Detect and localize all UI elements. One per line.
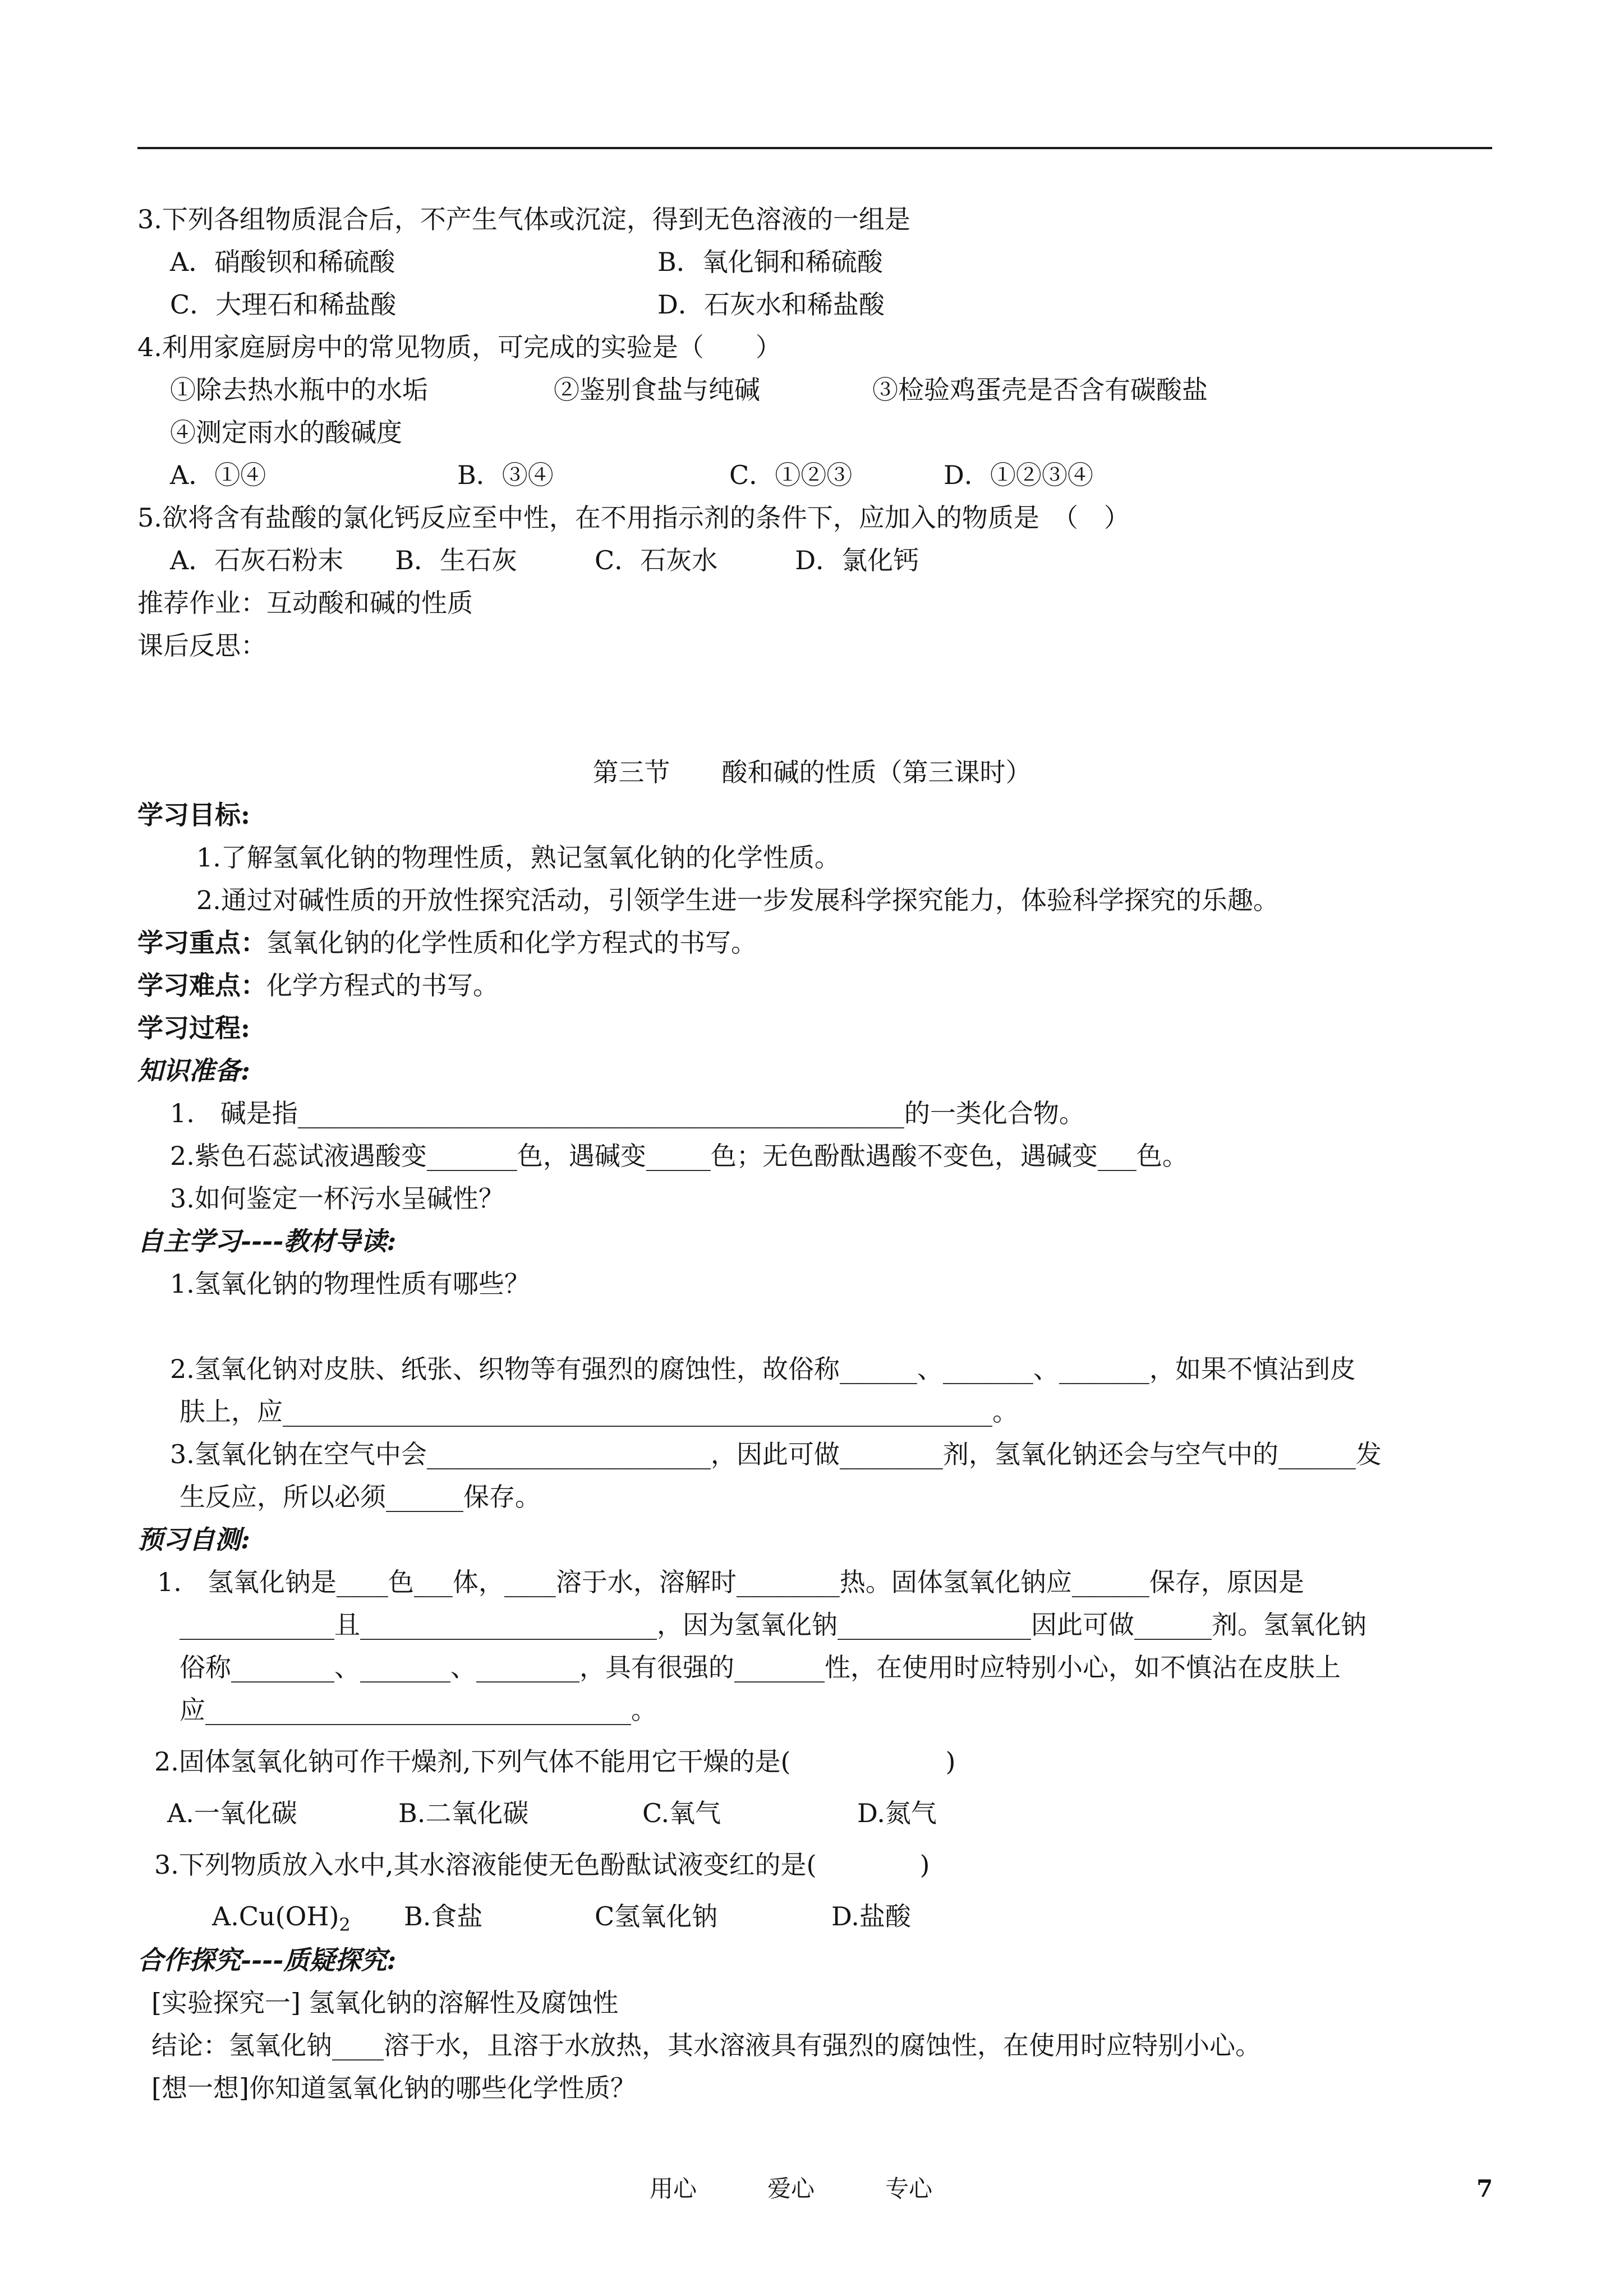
q3-option-d: D．石灰水和稀盐酸 — [657, 289, 885, 320]
q4-item-1: ①除去热水瓶中的水垢 — [170, 375, 428, 405]
prep-item-3: 3.如何鉴定一杯污水呈碱性？ — [170, 1183, 504, 1214]
q4-option-c: C．①②③ — [729, 460, 853, 490]
question-3: 3.下列各组物质混合后，不产生气体或沉淀，得到无色溶液的一组是 — [137, 204, 910, 234]
reflection: 课后反思： — [137, 630, 266, 661]
experiment-1: [实验探究一] 氢氧化钠的溶解性及腐蚀性 — [151, 1988, 619, 2018]
q3-option-a: A．硝酸钡和稀硫酸 — [170, 247, 395, 277]
pretest-q1-line-1: 1. 氢氧化钠是____色___体，____溶于水，溶解时________热。固体氢氧化钠应______保存，原因是 — [157, 1567, 1304, 1597]
pretest-q1-line-2: ____________且_______________________，因为氢氧化钠_______________因此可做______剂。氢氧化钠 — [180, 1610, 1367, 1640]
focus-text: 氢氧化钠的化学性质和化学方程式的书写。 — [266, 928, 757, 958]
pretest-heading: 预习自测: — [137, 1524, 250, 1555]
self-study-item-1: 1.氢氧化钠的物理性质有哪些？ — [170, 1269, 530, 1299]
pretest-q3-option-c: C氢氧化钠 — [595, 1901, 718, 1931]
footer-motto: 用心 爱心 专心 — [650, 2175, 933, 2202]
pretest-q2-option-b: B.二氧化碳 — [398, 1798, 529, 1828]
conclusion: 结论：氢氧化钠____溶于水，且溶于水放热，其水溶液具有强烈的腐蚀性，在使用时应特别小心。 — [151, 2030, 1261, 2060]
q3-option-b: B．氧化铜和稀硫酸 — [657, 247, 883, 277]
section-title: 第三节 酸和碱的性质（第三课时） — [592, 757, 1032, 787]
q4-option-d: D．①②③④ — [944, 460, 1093, 490]
goal-2: 2.通过对碱性质的开放性探究活动，引领学生进一步发展科学探究能力，体验科学探究的乐趣。 — [196, 885, 1279, 915]
pretest-q2-option-d: D.氮气 — [857, 1798, 937, 1828]
goal-1: 1.了解氢氧化钠的物理性质，熟记氢氧化钠的化学性质。 — [196, 842, 840, 873]
q4-option-a: A．①④ — [170, 460, 266, 490]
focus-label: 学习重点： — [137, 928, 266, 958]
difficulty-text: 化学方程式的书写。 — [266, 970, 499, 1001]
pretest-q1-line-3: 俗称________、_______、________，具有很强的_______性，在使用时应特别小心，如不慎沾在皮肤上 — [180, 1652, 1341, 1682]
header-rule — [137, 147, 1492, 149]
self-study-item-3a: 3.氢氧化钠在空气中会______________________，因此可做________剂，氢氧化钠还会与空气中的______发 — [170, 1439, 1382, 1469]
goals-heading: 学习目标: — [137, 800, 250, 830]
pretest-q3-option-a-subscript: 2 — [339, 1914, 351, 1935]
difficulty-line — [137, 970, 499, 1001]
q4-option-b: B．③④ — [457, 460, 554, 490]
question-5: 5.欲将含有盐酸的氯化钙反应至中性，在不用指示剂的条件下，应加入的物质是 （ ） — [137, 502, 1130, 533]
pretest-q3-option-a — [212, 1903, 351, 1934]
q3-option-c: C．大理石和稀盐酸 — [170, 289, 397, 320]
self-study-item-2b: 肤上，应_______________________________________________________。 — [180, 1396, 1018, 1427]
pretest-q3-option-a-text: A.Cu(OH) — [212, 1901, 339, 1931]
think-prompt: [想一想]你知道氢氧化钠的哪些化学性质？ — [151, 2073, 636, 2103]
question-4: 4.利用家庭厨房中的常见物质，可完成的实验是（ ） — [137, 332, 781, 362]
self-study-item-3b: 生反应，所以必须______保存。 — [180, 1482, 541, 1512]
pretest-q2-option-a: A.一氧化碳 — [167, 1798, 297, 1828]
q4-item-3: ③检验鸡蛋壳是否含有碳酸盐 — [872, 375, 1208, 405]
pretest-q2: 2.固体氢氧化钠可作干燥剂,下列气体不能用它干燥的是( ) — [154, 1746, 956, 1777]
pretest-q1-line-4: 应_________________________________。 — [180, 1695, 657, 1725]
homework: 推荐作业：互动酸和碱的性质 — [137, 588, 473, 618]
process-heading: 学习过程: — [137, 1013, 250, 1043]
q5-options: A．石灰石粉末 B．生石灰 C．石灰水 D．氯化钙 — [170, 545, 919, 575]
prep-item-1: 1. 碱是指_______________________________________________的一类化合物。 — [170, 1098, 1085, 1128]
prep-heading: 知识准备: — [137, 1055, 250, 1086]
page-number: 7 — [1476, 2175, 1493, 2202]
pretest-q3: 3.下列物质放入水中,其水溶液能使无色酚酞试液变红的是( ) — [154, 1850, 930, 1880]
focus-line — [137, 930, 757, 956]
q4-item-2: ②鉴别食盐与纯碱 — [554, 375, 760, 405]
pretest-q2-option-c: C.氧气 — [642, 1798, 721, 1828]
pretest-q3-option-b: B.食盐 — [404, 1901, 483, 1931]
self-study-item-2a: 2.氢氧化钠对皮肤、纸张、织物等有强烈的腐蚀性，故俗称______、_______、_______，如果不慎沾到皮 — [170, 1354, 1356, 1384]
pretest-q3-option-d: D.盐酸 — [831, 1901, 911, 1931]
cooperate-heading: 合作探究----质疑探究: — [137, 1945, 397, 1975]
self-study-heading: 自主学习----教材导读: — [137, 1226, 397, 1256]
q4-item-4: ④测定雨水的酸碱度 — [170, 417, 402, 448]
prep-item-2: 2.紫色石蕊试液遇酸变_______色，遇碱变_____色；无色酚酞遇酸不变色，遇碱变___色。 — [170, 1141, 1188, 1171]
difficulty-label: 学习难点： — [137, 970, 266, 1001]
